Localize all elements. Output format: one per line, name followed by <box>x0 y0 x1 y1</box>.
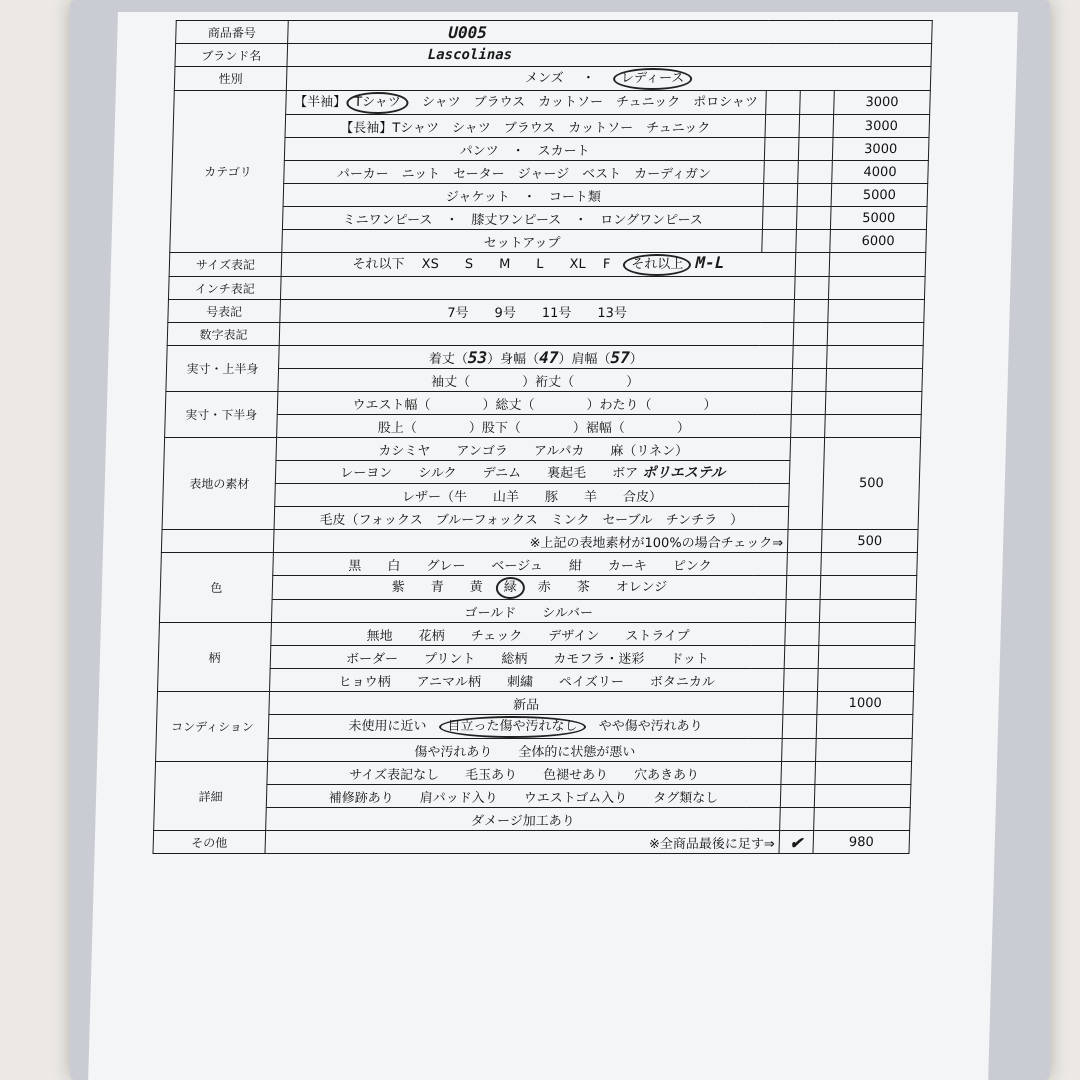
row-category-7 <box>170 230 927 253</box>
bottom-measure-row1[interactable]: ウエスト幅（ ）総丈（ ）わたり（ ） <box>277 392 792 415</box>
row-numeric <box>167 323 924 346</box>
row-brand <box>175 44 932 67</box>
material-row1[interactable]: カシミヤ アンゴラ アルパカ 麻（リネン） <box>276 438 791 461</box>
material-row2[interactable]: レーヨン シルク デニム 裏起毛 ボア ポリエステル <box>275 461 790 484</box>
inch-label: インチ表記 <box>168 277 281 300</box>
row-category-6 <box>170 207 927 230</box>
category-label: カテゴリ <box>170 91 287 253</box>
row-condition-2 <box>156 715 913 739</box>
brand-value[interactable]: Lascolinas <box>287 44 932 67</box>
checklist-sheet <box>88 12 1018 1080</box>
row-pattern-3 <box>158 669 915 692</box>
row-category-3 <box>172 138 929 161</box>
other-note: ※全商品最後に足す⇒ <box>265 831 780 854</box>
condition-row1[interactable]: 新品 <box>269 692 784 715</box>
details-row2[interactable]: 補修跡あり 肩パッド入り ウエストゴム入り タグ類なし <box>266 785 781 808</box>
category-price: 6000 <box>830 230 927 253</box>
size-handwritten: M-L <box>695 253 725 272</box>
row-gou <box>168 300 925 323</box>
row-category-2 <box>173 115 930 138</box>
category-price: 5000 <box>831 184 928 207</box>
numeric-value[interactable] <box>279 323 794 346</box>
material-note: ※上記の表地素材が100%の場合チェック⇒ <box>273 530 788 553</box>
row-pattern-1 <box>159 623 916 646</box>
category-price: 5000 <box>830 207 927 230</box>
size-label: サイズ表記 <box>169 253 282 277</box>
row-inch <box>168 277 925 300</box>
row-category-5 <box>171 184 928 207</box>
material-row4[interactable]: 毛皮（フォックス ブルーフォックス ミンク セーブル チンチラ ） <box>274 507 789 530</box>
category-option[interactable]: パンツ ・ スカート <box>284 138 765 161</box>
item-form-table <box>152 20 932 854</box>
category-option[interactable]: 【長袖】Tシャツ シャツ ブラウス カットソー チュニック <box>285 115 766 138</box>
row-bottom-measure-2 <box>165 415 922 438</box>
color-row3[interactable]: ゴールド シルバー <box>271 600 786 623</box>
check-mark-icon: ✔ <box>790 831 803 853</box>
details-row3[interactable]: ダメージ加工あり <box>266 808 781 831</box>
row-color-2 <box>160 576 917 600</box>
product-number-label: 商品番号 <box>176 21 289 44</box>
category-price: 3000 <box>833 115 930 138</box>
row-top-measure-1 <box>167 346 924 369</box>
bottom-measure-label: 実寸・下半身 <box>165 392 278 438</box>
product-number-value[interactable]: U005 <box>288 21 933 44</box>
color-row2[interactable]: 紫 青 黄 緑 赤 茶 オレンジ <box>272 576 787 600</box>
material-note-price: 500 <box>821 530 918 553</box>
row-condition-3 <box>156 739 913 762</box>
brand-label: ブランド名 <box>175 44 288 67</box>
numeric-label: 数字表記 <box>167 323 280 346</box>
shoulder-value: 57 <box>610 347 631 367</box>
category-price: 4000 <box>832 161 929 184</box>
other-check[interactable] <box>779 831 814 854</box>
row-size <box>169 253 926 277</box>
row-other <box>153 831 910 854</box>
size-options[interactable]: それ以下 XS S M L XL F それ以上 M-L <box>281 253 796 277</box>
gou-label: 号表記 <box>168 300 281 323</box>
row-category-4 <box>172 161 929 184</box>
material-100-check[interactable] <box>787 530 822 553</box>
row-material-note <box>161 530 918 553</box>
row-pattern-2 <box>158 646 915 669</box>
row-top-measure-2 <box>166 369 923 392</box>
row-product-number <box>176 21 933 44</box>
pattern-label: 柄 <box>158 623 272 692</box>
pattern-row1[interactable]: 無地 花柄 チェック デザイン ストライプ <box>271 623 786 646</box>
category-option[interactable]: ジャケット ・ コート類 <box>283 184 764 207</box>
other-label: その他 <box>153 831 266 854</box>
row-material-1 <box>164 438 921 461</box>
row-category-1 <box>174 91 931 115</box>
category-selected[interactable]: Tシャツ <box>346 92 409 114</box>
condition-row2[interactable]: 未使用に近い 目立った傷や汚れなし やや傷や汚れあり <box>268 715 783 739</box>
category-option-short-sleeve[interactable]: 【半袖】 Tシャツ シャツ ブラウス カットソー チュニック ポロシャツ <box>286 91 767 115</box>
category-price: 3000 <box>834 91 931 115</box>
row-details-3 <box>154 808 911 831</box>
pattern-row3[interactable]: ヒョウ柄 アニマル柄 刺繍 ペイズリー ボタニカル <box>270 669 785 692</box>
row-gender <box>174 67 931 91</box>
color-selected[interactable]: 緑 <box>495 577 525 599</box>
category-option[interactable]: セットアップ <box>282 230 763 253</box>
condition-selected[interactable]: 目立った傷や汚れなし <box>439 716 586 738</box>
pattern-row2[interactable]: ボーダー プリント 総柄 カモフラ・迷彩 ドット <box>270 646 785 669</box>
row-details-1 <box>155 762 912 785</box>
category-option[interactable]: パーカー ニット セーター ジャージ ベスト カーディガン <box>284 161 765 184</box>
gou-options[interactable]: 7号 9号 11号 13号 <box>280 300 795 323</box>
color-row1[interactable]: 黒 白 グレー ベージュ 紺 カーキ ピンク <box>273 553 788 576</box>
row-details-2 <box>154 785 911 808</box>
row-color-1 <box>161 553 918 576</box>
material-label: 表地の素材 <box>162 438 277 530</box>
gender-label: 性別 <box>174 67 287 91</box>
other-price: 980 <box>813 831 910 854</box>
condition-label: コンディション <box>156 692 270 762</box>
row-color-3 <box>159 600 916 623</box>
length-value: 53 <box>467 347 488 367</box>
details-label: 詳細 <box>154 762 268 831</box>
condition-row3[interactable]: 傷や汚れあり 全体的に状態が悪い <box>268 739 783 762</box>
details-row1[interactable]: サイズ表記なし 毛玉あり 色褪せあり 穴あきあり <box>267 762 782 785</box>
category-option[interactable]: ミニワンピース ・ 膝丈ワンピース ・ ロングワンピース <box>282 207 763 230</box>
category-price: 3000 <box>832 138 929 161</box>
material-handwritten: ポリエステル <box>642 465 726 481</box>
row-bottom-measure-1 <box>165 392 922 415</box>
row-condition-1 <box>157 692 914 715</box>
top-measure-row1[interactable]: 着丈（53）身幅（47）肩幅（57） <box>279 346 794 369</box>
inch-value[interactable] <box>280 277 795 300</box>
top-measure-row2[interactable]: 袖丈（ ）裄丈（ ） <box>278 369 793 392</box>
size-selected[interactable]: それ以上 <box>623 254 692 276</box>
gender-options[interactable]: メンズ ・ レディース <box>286 67 931 91</box>
condition-price: 1000 <box>817 692 914 715</box>
color-label: 色 <box>159 553 273 623</box>
width-value: 47 <box>538 347 559 367</box>
gender-selected[interactable]: レディース <box>613 68 693 90</box>
bottom-measure-row2[interactable]: 股上（ ）股下（ ）裾幅（ ） <box>277 415 792 438</box>
material-price: 500 <box>822 438 921 530</box>
top-measure-label: 実寸・上半身 <box>166 346 279 392</box>
material-row3[interactable]: レザー（牛 山羊 豚 羊 合皮） <box>275 484 790 507</box>
